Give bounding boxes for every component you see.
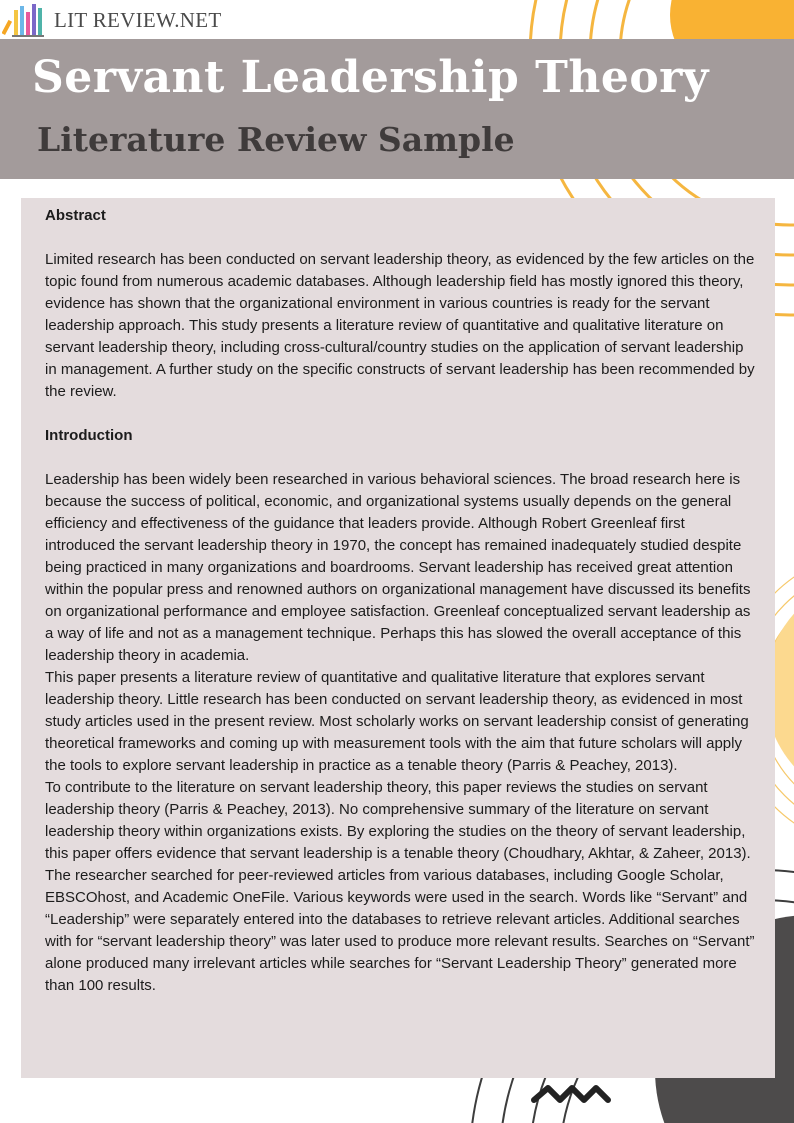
introduction-paragraph-1: Leadership has been widely been researched in various behavioral sciences. The broad research here is because the success of political, economic, and organizational systems usually depends on the general efficiency and effectiveness of the guidance that leaders provide. Although Robert Greenleaf first introduced the servant leadership theory in 1970, the concept has remained inadequately studied despite being practiced in many organizations and boardrooms. Servant leadership has received great attention within the popular press and renowned authors on organizational management have discussed its benefits on organizational performance and employee satisfaction. Greenleaf conceptualized servant leadership as a way of life and not as a management technique. Perhaps this has slowed the overall acceptance of this leadership theory in academia. [45, 471, 751, 664]
abstract-paragraph: Limited research has been conducted on servant leadership theory, as evidenced by the few articles on the topic found from numerous academic databases. Although leadership field has mostly ignored this theory, evidence has shown that the organizational environment in various countries is ready for the servant leadership approach. This study presents a literature review of quantitative and qualitative literature on servant leadership theory, including cross-cultural/country studies on the application of servant leadership in management. A further study on the specific constructs of servant leadership has been recommended by the review. [45, 251, 755, 400]
zigzag-ornament [530, 1080, 612, 1106]
introduction-paragraph-4: The researcher searched for peer-reviewed articles from various databases, including Google Scholar, EBSCOhost, and Academic OneFile. Various keywords were used in the search. Words like “Servant” and “Leadership” were separately entered into the databases to retrieve relevant articles. Additional searches with for “servant leadership theory” was later used to produce more relevant results. Searches on “Servant” alone produced many irrelevant articles while searches for “Servant Leadership Theory” generated more than 100 results. [45, 867, 755, 994]
page-title: Servant Leadership Theory [32, 52, 709, 103]
logo-text: LIT REVIEW.NET [54, 7, 222, 32]
books-icon [2, 2, 46, 38]
introduction-heading: Introduction [45, 427, 133, 444]
page-subtitle: Literature Review Sample [37, 120, 515, 159]
introduction-paragraph-2: This paper presents a literature review of quantitative and qualitative literature that explores servant leadership theory. Little research has been conducted on servant leadership theory, as evidenced in most study articles used in the present review. Most scholarly works on servant leadership consist of generating theoretical frameworks and coming up with measurement tools with the aim that future scholars will apply the tools to explore servant leadership in practice as a tenable theory (Parris & Peachey, 2013). [45, 669, 749, 774]
abstract-heading: Abstract [45, 207, 106, 224]
document-body [45, 205, 759, 997]
introduction-paragraph-3: To contribute to the literature on servant leadership theory, this paper reviews the studies on servant leadership theory (Parris & Peachey, 2013). No comprehensive summary of the literature on servant leadership theory within organizations exists. By exploring the studies on the theory of servant leadership, this paper offers evidence that servant leadership is a tenable theory (Choudhary, Akhtar, & Zaheer, 2013). [45, 779, 751, 862]
site-logo[interactable] [2, 2, 222, 38]
